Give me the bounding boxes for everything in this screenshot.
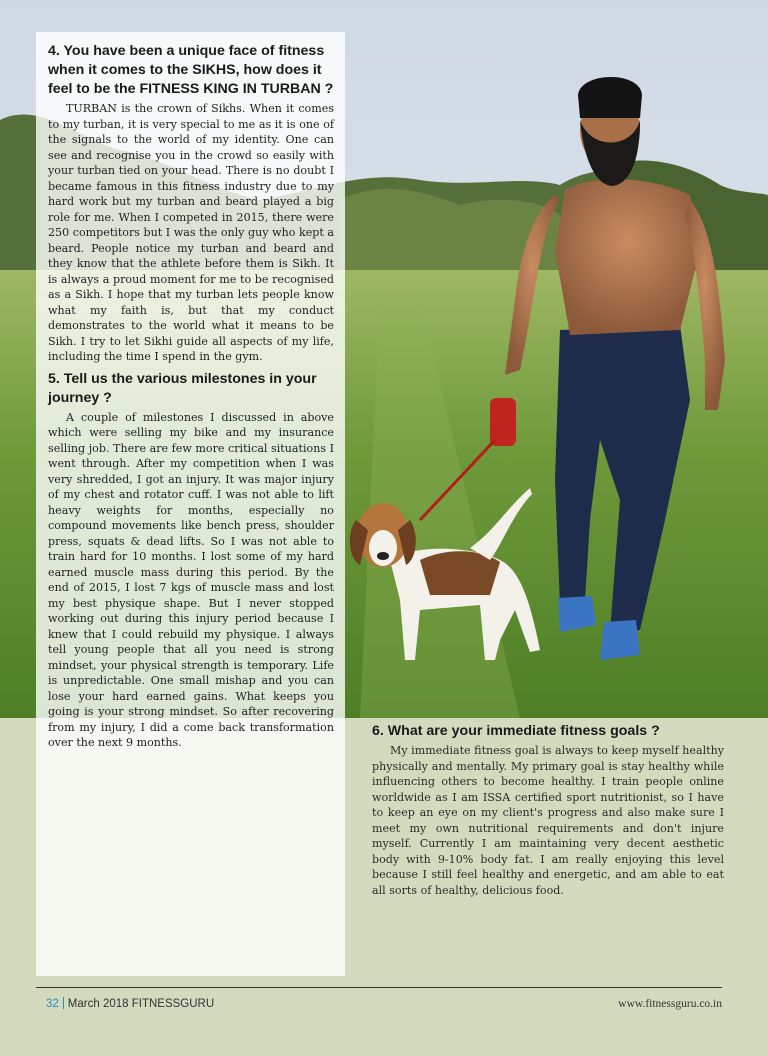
footer-issue: [46, 997, 214, 1010]
page-number: 32: [46, 998, 59, 1010]
question-4-heading: 4. You have been a unique face of fitness when it comes to the SIKHS, how does it feel to be the FITNESS KING IN TURBAN ?: [48, 43, 334, 97]
left-column: [48, 42, 334, 756]
footer-divider: [36, 987, 722, 988]
question-5-heading: 5. Tell us the various milestones in your journey ?: [48, 370, 317, 406]
question-6-answer: My immediate fitness goal is always to keep myself healthy physically and mentally. My primary goal is stay healthy while influencing others to become healthy. I train people online worldwide as I am ISSA certified sport nutritionist, so I have to keep an eye on my client's progress and also make sure I meet my own nutritional requirements and don't injure myself. Currently I am maintaining very decent aesthetic body with 9-10% body fat. I am really enjoying this level because I still feel healthy and energetic, and am able to eat all sorts of healthy, delicious food.: [372, 744, 724, 897]
issue-label: March 2018 FITNESSGURU: [67, 998, 215, 1010]
right-column: [372, 722, 724, 903]
website-link[interactable]: www.fitnessguru.co.in: [618, 998, 722, 1010]
footer-separator: [63, 997, 64, 1009]
question-5-answer: A couple of milestones I discussed in above which were selling my bike and my insurance selling job. There are few more critical situations I went through. After my competition when I was very shredded, I got an injury. It was major injury of my chest and rotator cuff. I was not able to lift heavy weights for months, especially no compound movements like bench press, shoulder press, squats & dead lifts. So I was not able to train hard for 10 months. I lost some of my hard earned muscle mass during this period. By the end of 2015, I lost 7 kgs of muscle mass and lost my best physique shape. But I never stopped working out during this injury period because I knew that I could rebuild my physique. I always tell young people that all you need is strong mindset, your physical strength is temporary. Life is unpredictable. One small mishap and you can lose your hard earned gains. What keeps you going is your strong mindset. So after recovering from my injury, I did a come back transformation over the next 9 months.: [48, 410, 334, 749]
question-6-heading: 6. What are your immediate fitness goals ?: [372, 723, 660, 739]
question-4-answer: TURBAN is the crown of Sikhs. When it comes to my turban, it is very special to me as it is one of the signals to the world of my identity. One can see and recognise you in the crowd so easily with your turban tied on your head. There is no doubt I became famous in this fitness industry due to my hard work but my turban and beard played a big role for me. When I competed in 2015, there were 250 competitors but I was the only guy who kept a beard. People notice my turban and beard and they know that the athlete before them is Sikh. It is always a proud moment for me to be recognised as a Sikh. I hope that my turban lets people know what my faith is, but that my conduct demonstrates to the world what it means to be Sikh. I try to let Sikhi guide all aspects of my life, including the time I spend in the gym.: [48, 102, 334, 363]
